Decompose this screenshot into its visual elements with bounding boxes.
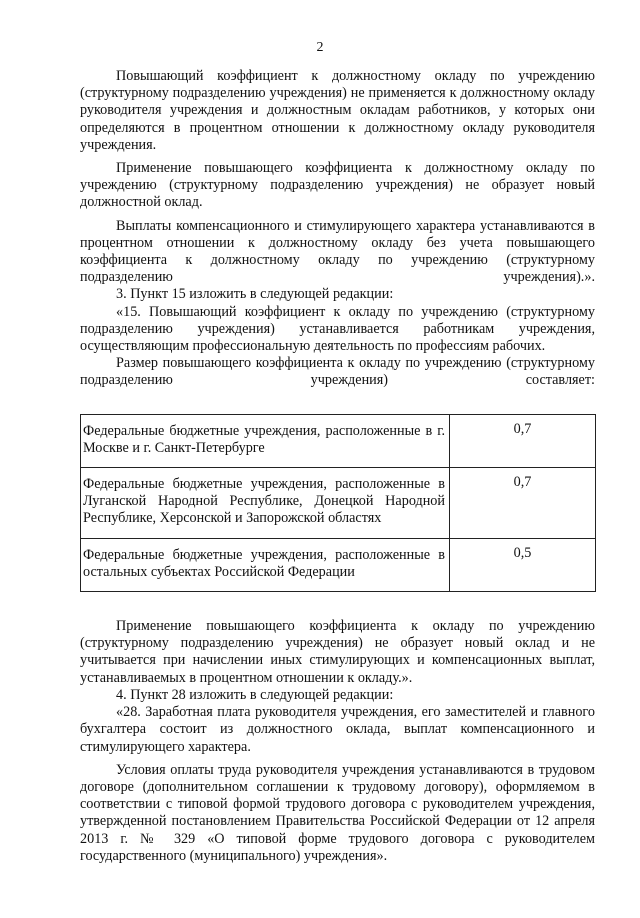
paragraph-coefficient-size: Размер повышающего коэффициента к окладу по учреждению (структурному подразделению учреждения) составляет:	[80, 355, 595, 389]
table-row	[81, 538, 596, 591]
table-cell-coefficient: 0,5	[450, 538, 596, 591]
document-body	[80, 68, 595, 865]
paragraph-coefficient-no-new-salary: Применение повышающего коэффициента к должностному окладу по учреждению (структурному подразделению учреждения) не образует новый должностной оклад.	[80, 160, 595, 211]
paragraph-clause-28: «28. Заработная плата руководителя учреждения, его заместителей и главного бухгалтера состоит из должностного оклада, выплат компенсационного и стимулирующего характера.	[80, 704, 595, 755]
page-number: 2	[316, 40, 324, 55]
table-cell-coefficient: 0,7	[450, 414, 596, 467]
table-cell-coefficient: 0,7	[450, 468, 596, 539]
table-cell-region: Федеральные бюджетные учреждения, расположенные в г. Москве и г. Санкт-Петербурге	[81, 414, 450, 467]
paragraph-labor-contract-terms: Условия оплаты труда руководителя учреждения устанавливаются в трудовом договоре (дополнительном соглашении к трудовому договору), оформляемом в соответствии с типовой формой трудового договора с руководителем учреждения, утвержденной постановлением Правительства Российской Федерации от 12 апреля 2013 г. № 329 «О типовой форме трудового договора с руководителем государственного (муниципального) учреждения».	[80, 761, 595, 864]
paragraph-coefficient-not-applied: Повышающий коэффициент к должностному окладу по учреждению (структурному подразделению учреждения) не применяется к должностному окладу руководителя учреждения и должностным окладам работников, у которых они определяются в процентном отношении к должностному окладу руководителя учреждения.	[80, 68, 595, 153]
table-cell-region: Федеральные бюджетные учреждения, расположенные в Луганской Народной Республике, Донецкой Народной Республике, Херсонской и Запорожской областях	[81, 468, 450, 539]
table-cell-region: Федеральные бюджетные учреждения, расположенные в остальных субъектах Российской Федерации	[81, 538, 450, 591]
table-row	[81, 414, 596, 467]
paragraph-compensation-payments: Выплаты компенсационного и стимулирующего характера устанавливаются в процентном отношении к должностному окладу без учета повышающего коэффициента к должностному окладу по учреждению (структурному подразделению учреждения).».	[80, 217, 595, 286]
coefficient-table	[80, 414, 596, 592]
paragraph-item-4: 4. Пункт 28 изложить в следующей редакции:	[116, 686, 394, 703]
paragraph-item-3: 3. Пункт 15 изложить в следующей редакции:	[116, 286, 394, 303]
table-row	[81, 468, 596, 539]
paragraph-clause-15: «15. Повышающий коэффициент к окладу по учреждению (структурному подразделению учреждения) устанавливается работникам учреждения, осуществляющим профессиональную деятельность по профессиям рабочих.	[80, 303, 595, 355]
paragraph-coefficient-application: Применение повышающего коэффициента к окладу по учреждению (структурному подразделению учреждения) не образует новый оклад и не учитывается при начислении иных стимулирующих и компенсационных выплат, устанавливаемых в процентном отношении к окладу.».	[80, 618, 595, 686]
